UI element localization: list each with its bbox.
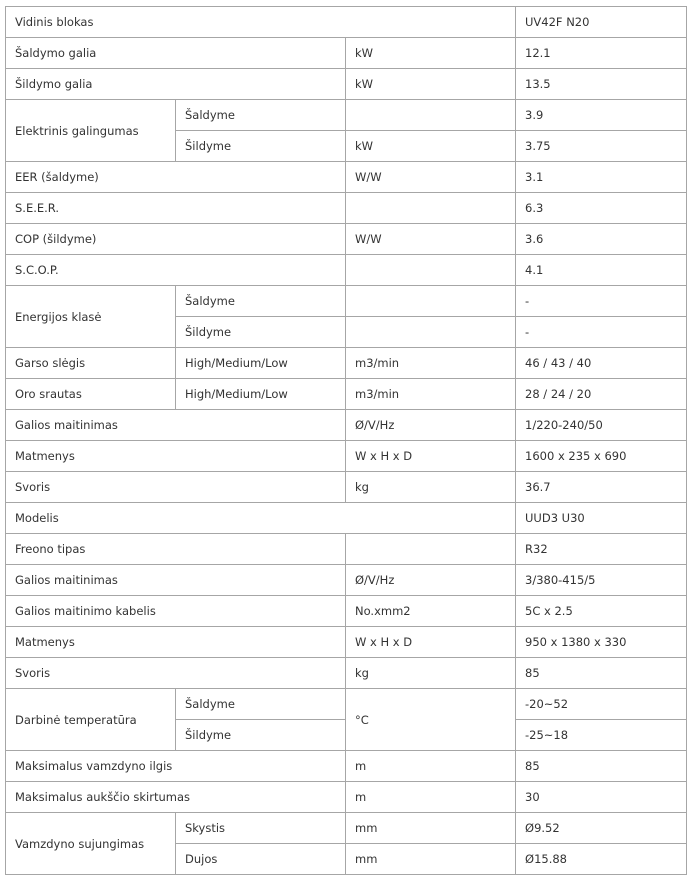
param-value: 950 x 1380 x 330 (516, 627, 687, 658)
param-sublabel: Šaldyme (176, 689, 346, 720)
param-unit: kW (346, 38, 516, 69)
param-value: 5C x 2.5 (516, 596, 687, 627)
table-row (6, 596, 687, 627)
param-sublabel: High/Medium/Low (176, 379, 346, 410)
param-unit: kg (346, 472, 516, 503)
param-label: Garso slėgis (6, 348, 176, 379)
param-unit: Ø/V/Hz (346, 410, 516, 441)
param-label: Matmenys (6, 627, 346, 658)
table-row (6, 100, 687, 131)
param-sublabel: Šildyme (176, 131, 346, 162)
param-unit: m3/min (346, 348, 516, 379)
param-label: Darbinė temperatūra (6, 689, 176, 751)
param-unit: W/W (346, 224, 516, 255)
param-unit: kg (346, 658, 516, 689)
param-value: UV42F N20 (516, 7, 687, 38)
table-row (6, 689, 687, 720)
param-label: Modelis (6, 503, 516, 534)
param-unit: mm (346, 813, 516, 844)
param-value: 4.1 (516, 255, 687, 286)
param-value: 3/380-415/5 (516, 565, 687, 596)
param-unit: mm (346, 844, 516, 875)
param-label: Šildymo galia (6, 69, 346, 100)
param-unit: W x H x D (346, 627, 516, 658)
table-row (6, 286, 687, 317)
param-value: 1600 x 235 x 690 (516, 441, 687, 472)
param-value: 30 (516, 782, 687, 813)
param-value: 46 / 43 / 40 (516, 348, 687, 379)
param-unit: W/W (346, 162, 516, 193)
param-label: Šaldymo galia (6, 38, 346, 69)
param-value: - (516, 286, 687, 317)
param-value: 12.1 (516, 38, 687, 69)
param-sublabel: Šildyme (176, 720, 346, 751)
param-label: COP (šildyme) (6, 224, 346, 255)
param-value: -25~18 (516, 720, 687, 751)
param-label: Vamzdyno sujungimas (6, 813, 176, 875)
param-value: - (516, 317, 687, 348)
table-row (6, 162, 687, 193)
param-unit (346, 255, 516, 286)
param-sublabel: Šildyme (176, 317, 346, 348)
param-value: 13.5 (516, 69, 687, 100)
param-value: 3.9 (516, 100, 687, 131)
param-label: S.C.O.P. (6, 255, 346, 286)
table-row (6, 410, 687, 441)
table-row (6, 193, 687, 224)
param-value: R32 (516, 534, 687, 565)
param-unit (346, 534, 516, 565)
param-label: S.E.E.R. (6, 193, 346, 224)
table-row (6, 255, 687, 286)
param-label: Matmenys (6, 441, 346, 472)
table-row (6, 379, 687, 410)
param-unit: kW (346, 131, 516, 162)
param-label: EER (šaldyme) (6, 162, 346, 193)
param-label: Energijos klasė (6, 286, 176, 348)
param-label: Maksimalus aukščio skirtumas (6, 782, 346, 813)
param-sublabel: Skystis (176, 813, 346, 844)
param-unit: No.xmm2 (346, 596, 516, 627)
param-sublabel: Dujos (176, 844, 346, 875)
param-value: 28 / 24 / 20 (516, 379, 687, 410)
param-value: 1/220-240/50 (516, 410, 687, 441)
table-row (6, 565, 687, 596)
param-unit: W x H x D (346, 441, 516, 472)
param-label: Galios maitinimas (6, 410, 346, 441)
param-value: -20~52 (516, 689, 687, 720)
param-value: 3.6 (516, 224, 687, 255)
table-row (6, 348, 687, 379)
param-unit: m3/min (346, 379, 516, 410)
param-unit (346, 286, 516, 317)
param-sublabel: Šaldyme (176, 286, 346, 317)
param-unit (346, 100, 516, 131)
param-value: 6.3 (516, 193, 687, 224)
param-value: 3.1 (516, 162, 687, 193)
table-row (6, 472, 687, 503)
table-row (6, 751, 687, 782)
table-row (6, 658, 687, 689)
param-label: Svoris (6, 472, 346, 503)
param-label: Oro srautas (6, 379, 176, 410)
param-label: Galios maitinimas (6, 565, 346, 596)
param-label: Svoris (6, 658, 346, 689)
param-unit (346, 317, 516, 348)
spec-table (5, 6, 687, 875)
param-unit: kW (346, 69, 516, 100)
table-row (6, 503, 687, 534)
param-unit: °C (346, 689, 516, 751)
param-value: 85 (516, 658, 687, 689)
table-row (6, 782, 687, 813)
table-row (6, 441, 687, 472)
param-label: Freono tipas (6, 534, 346, 565)
param-unit: m (346, 751, 516, 782)
param-label: Elektrinis galingumas (6, 100, 176, 162)
table-row (6, 224, 687, 255)
param-value: 3.75 (516, 131, 687, 162)
param-value: 36.7 (516, 472, 687, 503)
param-label: Galios maitinimo kabelis (6, 596, 346, 627)
param-label: Vidinis blokas (6, 7, 516, 38)
param-label: Maksimalus vamzdyno ilgis (6, 751, 346, 782)
param-unit: m (346, 782, 516, 813)
param-value: Ø9.52 (516, 813, 687, 844)
table-row (6, 627, 687, 658)
param-value: 85 (516, 751, 687, 782)
table-row (6, 813, 687, 844)
param-unit: Ø/V/Hz (346, 565, 516, 596)
param-value: UUD3 U30 (516, 503, 687, 534)
param-sublabel: High/Medium/Low (176, 348, 346, 379)
param-sublabel: Šaldyme (176, 100, 346, 131)
table-row (6, 534, 687, 565)
table-row (6, 7, 687, 38)
param-unit (346, 193, 516, 224)
table-row (6, 38, 687, 69)
param-value: Ø15.88 (516, 844, 687, 875)
table-row (6, 69, 687, 100)
